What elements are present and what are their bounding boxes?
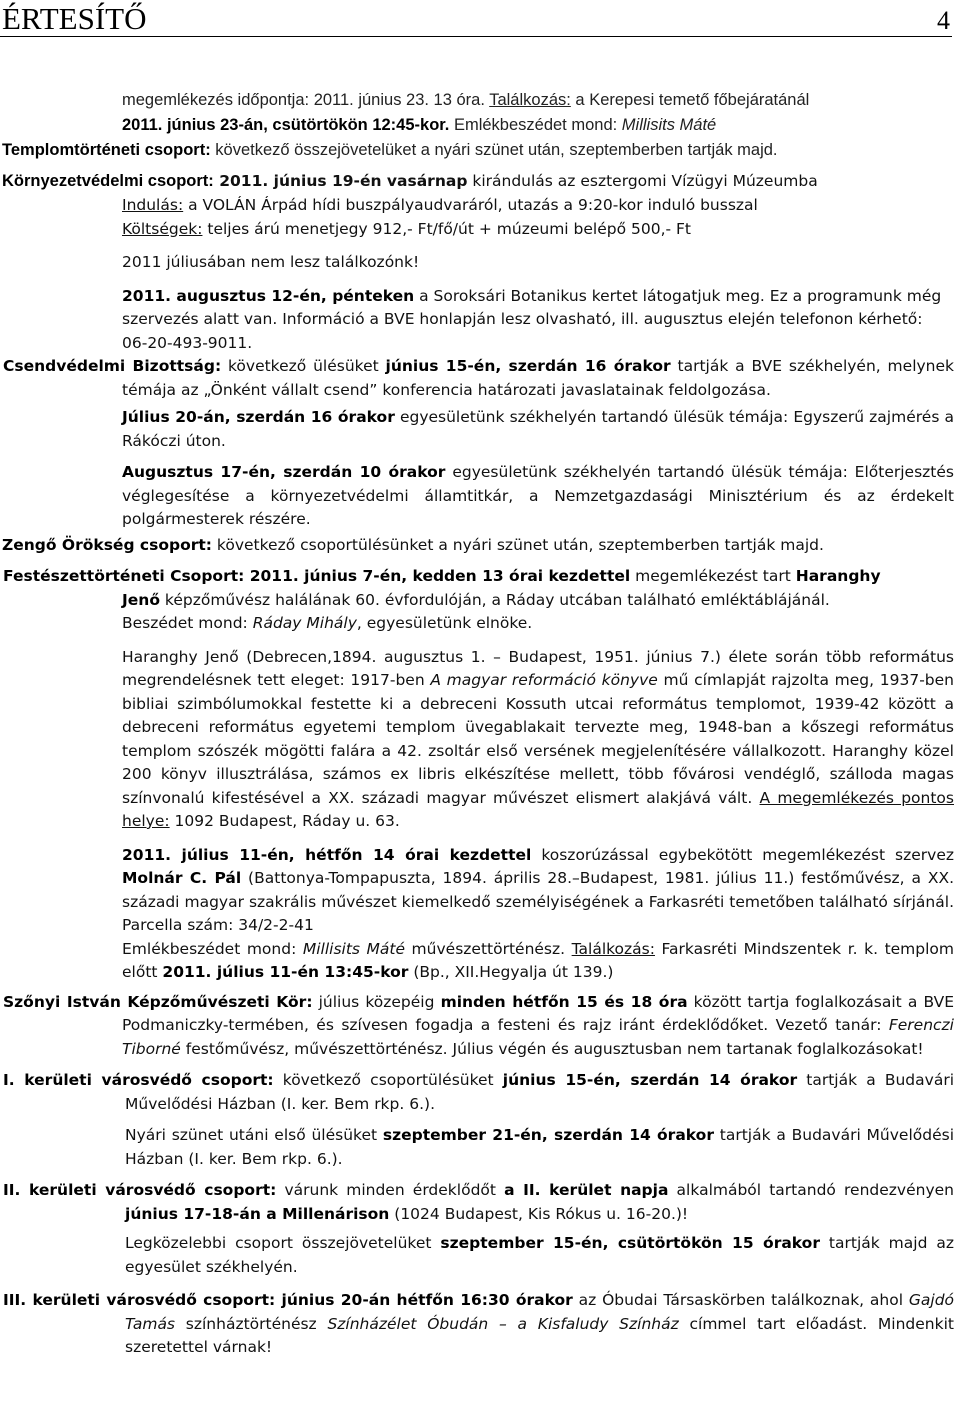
text: tartják a Budavári Művelődési Házban (I. ker. Bem rkp. 6.). <box>125 1071 954 1113</box>
event-date: Július 20-án, szerdán 16 órakor <box>122 408 395 426</box>
event-date: június 15-én, szerdán 16 órakor <box>385 357 671 375</box>
teacher-name: Ferenczi Tiborné <box>122 1016 954 1058</box>
text: várunk minden érdeklődőt <box>276 1181 505 1199</box>
text: tartják majd az egyesület székhelyén. <box>125 1234 954 1276</box>
july-commemoration <box>0 844 960 985</box>
text: képzőművész halálának 60. évfordulóján, a Ráday utcában található emléktáblájánál. Beszédet mond: <box>122 590 830 632</box>
document-body <box>0 88 960 1360</box>
group-name: Csendvédelmi Bizottság: <box>3 357 222 375</box>
departure-label: Indulás: <box>122 196 184 214</box>
group-name: Templomtörténeti csoport: <box>2 141 211 159</box>
text: tartják a Budavári Művelődési Házban (I. ker. Bem rkp. 6.). <box>125 1126 955 1168</box>
group-name: Környezetvédelmi csoport: <box>2 172 214 190</box>
artist-biography <box>0 646 960 834</box>
text: címmel tart előadást. Mindenkit szeretettel várnak! <box>125 1314 954 1356</box>
place-address: 1092 Budapest, Ráday u. 63. <box>169 812 400 830</box>
text: megemlékezést tart <box>630 567 796 585</box>
ii-kerulet-section <box>0 1179 960 1226</box>
august-meeting <box>0 461 960 532</box>
text: alkalmából tartandó rendezvényen <box>668 1181 954 1199</box>
commemoration-time: megemlékezés időpontja: 2011. június 23. 13 óra. <box>122 91 490 109</box>
festeszettorteneti-section <box>0 565 960 636</box>
next-meeting <box>0 1232 960 1279</box>
event-date: szeptember 21-én, szerdán 14 órakor <box>382 1126 714 1144</box>
group-name: Szőnyi István Képzőművészeti Kör: <box>3 992 313 1011</box>
text: Budapest, 1951. június 7.) élete során több református megrendelésnek tett eleget: 1917-ben <box>122 647 954 689</box>
header-rule <box>0 36 952 37</box>
event-date: június 17-18-án a Millenárison <box>125 1204 390 1223</box>
dash: – <box>493 647 501 666</box>
text: koszorúzással egybekötött megemlékezést szervez <box>531 845 955 864</box>
event-date: minden hétfőn 15 és 18 óra <box>440 992 688 1011</box>
event-date: 2011. augusztus 12-én, pénteken <box>122 286 415 305</box>
iii-kerulet-section <box>0 1289 960 1360</box>
meeting-date: 2011. június 23-án, csütörtökön 12:45-kor. <box>122 116 450 134</box>
meeting-place: a Kerepesi temető főbejáratánál <box>570 91 810 109</box>
text: festőművész, művészettörténész. Július végén és augusztusban nem tartanak foglalkozásokat! <box>180 1039 924 1058</box>
departure-text: a VOLÁN Árpád hídi buszpályaudvaráról, utazás a 9:20-kor induló busszal <box>183 196 758 214</box>
text: Haranghy Jenő (Debrecen,1894. augusztus 1. <box>122 647 494 666</box>
text: között tartja foglalkozásait a BVE Podmaniczky-termében, és szívesen fogadja a festeni és rajz iránt érdeklődőket. Vezető tanár: <box>122 992 954 1034</box>
september-meeting <box>0 1124 960 1171</box>
august-program <box>0 285 960 356</box>
event-date: 2011. július 11-én, hétfőn 14 órai kezdettel <box>122 845 532 864</box>
group-name: Festészettörténeti Csoport: <box>3 567 245 585</box>
group-name: I. kerületi városvédő csoport: <box>3 1071 274 1089</box>
group-name: III. kerületi városvédő csoport: <box>3 1291 276 1309</box>
event-date: szeptember 15-én, csütörtökön 15 órakor <box>440 1234 820 1252</box>
text: (1024 Budapest, Kis Rókus u. 16-20.)! <box>389 1204 689 1223</box>
event-date: június 20-án hétfőn 16:30 órakor <box>275 1291 573 1309</box>
szonyi-section <box>0 991 960 1062</box>
text: az Óbudai Társaskörben találkoznak, ahol <box>572 1291 909 1309</box>
costs-label: Költségek: <box>122 219 203 238</box>
speaker-name: Ráday Mihály <box>252 614 357 632</box>
templomtorteneti-section <box>0 138 960 163</box>
text: művészettörténész. <box>405 939 572 958</box>
text: Emlékbeszédet mond: <box>122 939 303 958</box>
group-name: Zengő Örökség csoport: <box>2 535 212 554</box>
event-date: 2011. július 11-én 13:45-kor <box>162 963 409 981</box>
text: következő csoportülésüket <box>273 1071 503 1089</box>
place-label: A megemlékezés pontos helye: <box>122 788 954 830</box>
meeting-label: Találkozás: <box>489 91 571 109</box>
costs-text: teljes árú menetjegy 912,- Ft/fő/út + múzeumi belépő 500,- Ft <box>202 219 692 238</box>
text: július közepéig <box>312 992 441 1011</box>
event-date: 2011. június 7-én, kedden 13 órai kezdettel <box>244 567 631 585</box>
text: Farkasréti Mindszentek r. k. templom előtt <box>122 939 955 981</box>
text: színháztörténész <box>175 1314 328 1333</box>
text: Legközelebbi csoport összejövetelüket <box>125 1234 441 1252</box>
speaker-name: Gajdó Tamás <box>125 1291 955 1333</box>
text: Nyári szünet utáni első ülésüket <box>125 1126 383 1144</box>
speech-intro: Emlékbeszédet mond: <box>449 116 622 134</box>
text: következő ülésüket <box>221 357 386 375</box>
group-text: következő csoportülésünket a nyári szünet után, szeptemberben tartják majd. <box>212 535 824 554</box>
costs-line <box>0 218 960 242</box>
meeting-label: Találkozás: <box>571 939 655 958</box>
speaker-name: Millisits Máté <box>302 939 406 958</box>
speaker-name: Millisits Máté <box>621 116 717 134</box>
july-note: 2011 júliusában nem lesz találkozónk! <box>122 253 420 271</box>
group-text: következő összejövetelüket a nyári szünet után, szeptemberben tartják majd. <box>210 141 778 159</box>
text: egyesületünk székhelyén tartandó ülésük témája: Egyszerű zajmérés a Rákóczi úton. <box>122 408 954 450</box>
artist-name: Molnár C. Pál <box>122 869 242 887</box>
page-number: 4 <box>937 6 950 35</box>
text: mű címlapját rajzolta meg, 1937-ben bibliai szimbólumokkal festette ki a debreceni Kossuth utcai református templomot, 1939-42 között a debreceni református egyetemi templom üvegablakait tervezte meg, 1948-ban a kőszegi református templom szószék mögötti falára a 42. zsoltár első versének megjelenítésére vállalkozott. Haranghy közel 200 könyv illusztrálása, számos ex libris elkészítése mellett, több fővárosi vendéglő, szálloda magas színvonalú kifestésével a XX. századi magyar művészet elismert alakjává vált. <box>122 671 954 807</box>
event-text: a Soroksári Botanikus kertet látogatjuk meg. Ez a programunk még szervezés alatt van. Információ a BVE honlapján lesz olvasható, ill. augusztus elején telefonon kérhető: 06-20-493-9011. <box>122 286 942 352</box>
text: (Bp., XII.Hegyalja út 139.) <box>408 963 614 981</box>
zengo-orokseg-section <box>0 534 960 558</box>
artist-name: Haranghy Jenő <box>122 567 881 609</box>
page-header <box>0 0 960 40</box>
event-date: Augusztus 17-én, szerdán 10 órakor <box>122 463 446 481</box>
text: tartják a BVE székhelyén, melynek témája az „Önként vállalt csend” konferencia határozati javaslatainak feldolgozása. <box>122 357 955 399</box>
event-text: kirándulás az esztergomi Vízügyi Múzeumba <box>467 172 818 190</box>
event-date: június 15-én, szerdán 14 órakor <box>502 1071 798 1089</box>
kornyezetvedelmi-section <box>0 169 960 194</box>
event-name: a II. kerület napja <box>504 1181 669 1199</box>
lecture-title: Színházélet Óbudán – a Kisfaludy Színház <box>327 1314 679 1333</box>
group-name: II. kerületi városvédő csoport: <box>3 1181 277 1199</box>
departure-line <box>0 194 960 218</box>
i-kerulet-section <box>0 1069 960 1116</box>
csendvedelmi-section <box>0 355 960 402</box>
book-title: A magyar reformáció könyve <box>430 671 658 689</box>
july-meeting <box>0 406 960 453</box>
event-date: 2011. június 19-én vasárnap <box>213 172 468 190</box>
newsletter-title: ÉRTESÍTŐ <box>2 1 147 36</box>
commemoration-continuation <box>0 88 960 138</box>
text: egyesületünk székhelyén tartandó ülésük témája: Előterjesztés véglegesítése a környezetvédelmi államtitkár, a Nemzetgazdasági Minisztérium és az érdekelt polgármesterek részére. <box>122 463 954 528</box>
text: , egyesületünk elnöke. <box>356 614 533 632</box>
text: (Battonya-Tompapuszta, 1894. április 28.–Budapest, 1981. július 11.) festőművész, a XX. századi magyar szakrális művészet kiemelkedő személyiségének a Farkasréti temetőben található sírjánál. Parcella szám: 34/2-2-41 <box>122 869 954 934</box>
